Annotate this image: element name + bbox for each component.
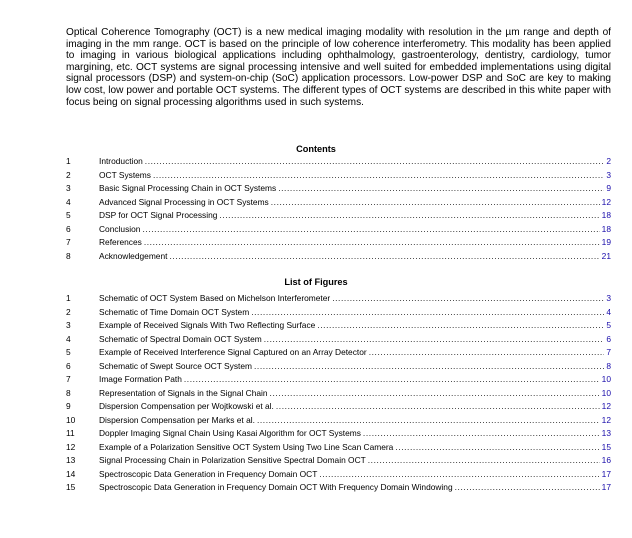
contents-item-title[interactable]: Acknowledgement (99, 250, 168, 261)
figure-item-title[interactable]: Schematic of Swept Source OCT System (99, 360, 252, 371)
figure-item-title[interactable]: Schematic of Spectral Domain OCT System (99, 333, 262, 344)
figure-item-number: 14 (66, 468, 76, 479)
leader-dots (455, 481, 600, 495)
figure-item-page-link[interactable]: 4 (606, 306, 611, 317)
figure-item[interactable] (0, 319, 632, 333)
figure-item-page-link[interactable]: 7 (606, 347, 611, 357)
figure-item-number: 3 (66, 320, 71, 330)
leader-dots (184, 373, 600, 387)
contents-item-page-link[interactable]: 18 (601, 210, 611, 220)
figure-item-title[interactable]: Example of a Polarization Sensitive OCT System Using Two Line Scan Camera (99, 441, 394, 452)
figure-item-page-link[interactable]: 12 (601, 414, 611, 425)
figure-item-title[interactable]: Schematic of Time Domain OCT System (99, 306, 250, 317)
figure-item-number: 11 (66, 428, 75, 438)
figure-item-title[interactable]: Spectroscopic Data Generation in Frequency Domain OCT (99, 468, 318, 479)
contents-item[interactable] (0, 196, 632, 210)
abstract-paragraph: Optical Coherence Tomography (OCT) is a new medical imaging modality with resolution in the µm range and depth of imaging in the mm range. OCT is based on the principle of low coherence interferometry. This modality has been applied to imaging in various biological applications including ophthalmology, gastroenterology, dentistry, cardiology, tumor margining, etc. OCT systems are signal processing intensive and well suited for embedded implementations using digital signal processors (DSP) and system-on-chip (SoC) application processors. Low-power DSP and SoC are key to making low cost, low power and portable OCT systems. The different types of OCT systems are described in this white paper with focus being on signal processing algorithms used in such systems. (66, 27, 611, 108)
figure-item[interactable] (0, 481, 632, 495)
figure-item[interactable] (0, 387, 632, 401)
figure-item-title[interactable]: Schematic of OCT System Based on Michelson Interferometer (99, 293, 331, 303)
contents-item-page-link[interactable]: 21 (601, 250, 611, 261)
leader-dots (142, 223, 599, 237)
leader-dots (169, 250, 599, 264)
figures-heading: List of Figures (284, 277, 348, 287)
contents-item-number: 8 (66, 250, 71, 261)
contents-item[interactable] (0, 236, 632, 250)
figure-item-page-link[interactable]: 17 (601, 482, 611, 492)
figure-item-title[interactable]: Dispersion Compensation per Wojtkowski et al. (99, 401, 274, 411)
figure-item-title[interactable]: Example of Received Interference Signal Captured on an Array Detector (99, 347, 367, 357)
figures-list (0, 292, 632, 495)
figure-item[interactable] (0, 414, 632, 428)
figure-item-page-link[interactable]: 3 (606, 293, 611, 303)
leader-dots (278, 182, 604, 196)
figure-item[interactable] (0, 373, 632, 387)
figure-item-page-link[interactable]: 16 (601, 455, 611, 465)
figure-item[interactable] (0, 400, 632, 414)
contents-item-title[interactable]: Advanced Signal Processing in OCT Systems (99, 196, 269, 207)
figure-item-number: 10 (66, 414, 76, 425)
figure-item[interactable] (0, 333, 632, 347)
figure-item-number: 6 (66, 360, 71, 371)
figure-item-page-link[interactable]: 12 (601, 401, 611, 411)
figure-item[interactable] (0, 454, 632, 468)
contents-item-number: 5 (66, 210, 71, 220)
figure-item-title[interactable]: Representation of Signals in the Signal Chain (99, 387, 268, 398)
figure-item[interactable] (0, 468, 632, 482)
contents-item[interactable] (0, 182, 632, 196)
contents-item-number: 6 (66, 223, 71, 234)
leader-dots (257, 414, 600, 428)
figure-item-number: 1 (66, 293, 71, 303)
figure-item[interactable] (0, 306, 632, 320)
contents-item-number: 7 (66, 237, 71, 247)
figure-item-page-link[interactable]: 15 (601, 441, 611, 452)
leader-dots (363, 427, 600, 441)
figure-item-page-link[interactable]: 10 (601, 374, 611, 384)
contents-item-title[interactable]: References (99, 237, 142, 247)
contents-list (0, 155, 632, 263)
leader-dots (319, 468, 599, 482)
contents-item-page-link[interactable]: 19 (601, 237, 611, 247)
contents-item-title[interactable]: Basic Signal Processing Chain in OCT Systems (99, 183, 277, 193)
leader-dots (251, 306, 604, 320)
figure-item[interactable] (0, 427, 632, 441)
leader-dots (368, 454, 600, 468)
figure-item-page-link[interactable]: 8 (606, 360, 611, 371)
leader-dots (332, 292, 604, 306)
contents-item-page-link[interactable]: 18 (601, 223, 611, 234)
figure-item[interactable] (0, 292, 632, 306)
contents-item[interactable] (0, 155, 632, 169)
figure-item-title[interactable]: Image Formation Path (99, 374, 182, 384)
contents-item-number: 2 (66, 169, 71, 180)
leader-dots (264, 333, 605, 347)
leader-dots (395, 441, 599, 455)
figure-item[interactable] (0, 360, 632, 374)
leader-dots (153, 169, 604, 183)
leader-dots (271, 196, 600, 210)
contents-item[interactable] (0, 250, 632, 264)
contents-item-title[interactable]: OCT Systems (99, 169, 151, 180)
contents-item-page-link[interactable]: 2 (606, 156, 611, 166)
contents-item-number: 4 (66, 196, 71, 207)
figure-item-page-link[interactable]: 10 (601, 387, 611, 398)
contents-heading: Contents (296, 144, 336, 154)
figure-item-number: 15 (66, 482, 76, 492)
contents-item-number: 3 (66, 183, 71, 193)
contents-item-title[interactable]: Conclusion (99, 223, 141, 234)
figure-item-page-link[interactable]: 6 (606, 333, 611, 344)
figure-item-title[interactable]: Signal Processing Chain in Polarization Sensitive Spectral Domain OCT (99, 455, 366, 465)
figure-item-title[interactable]: Spectroscopic Data Generation in Frequency Domain OCT With Frequency Domain Windowing (99, 482, 453, 492)
figure-item-title[interactable]: Doppler Imaging Signal Chain Using Kasai Algorithm for OCT Systems (99, 428, 361, 438)
figure-item-number: 12 (66, 441, 76, 452)
figure-item-page-link[interactable]: 17 (601, 468, 611, 479)
figure-item-title[interactable]: Example of Received Signals With Two Reflecting Surface (99, 320, 316, 330)
contents-item[interactable] (0, 169, 632, 183)
contents-item-title[interactable]: Introduction (99, 156, 143, 166)
figure-item-page-link[interactable]: 13 (601, 428, 611, 438)
figure-item-number: 9 (66, 401, 71, 411)
figure-item-page-link[interactable]: 5 (606, 320, 611, 330)
figure-item-number: 5 (66, 347, 71, 357)
contents-item-page-link[interactable]: 3 (606, 169, 611, 180)
contents-item[interactable] (0, 223, 632, 237)
leader-dots (145, 155, 605, 169)
figure-item[interactable] (0, 441, 632, 455)
leader-dots (144, 236, 600, 250)
figure-item-number: 4 (66, 333, 71, 344)
figure-item-number: 2 (66, 306, 71, 317)
leader-dots (317, 319, 604, 333)
contents-item[interactable] (0, 209, 632, 223)
contents-item-title[interactable]: DSP for OCT Signal Processing (99, 210, 218, 220)
contents-item-number: 1 (66, 156, 71, 166)
leader-dots (276, 400, 600, 414)
figure-item-number: 8 (66, 387, 71, 398)
figure-item-number: 7 (66, 374, 71, 384)
leader-dots (369, 346, 605, 360)
figure-item[interactable] (0, 346, 632, 360)
leader-dots (254, 360, 604, 374)
contents-item-page-link[interactable]: 12 (601, 196, 611, 207)
leader-dots (270, 387, 600, 401)
contents-item-page-link[interactable]: 9 (606, 183, 611, 193)
figure-item-title[interactable]: Dispersion Compensation per Marks et al. (99, 414, 255, 425)
leader-dots (219, 209, 599, 223)
figure-item-number: 13 (66, 455, 76, 465)
